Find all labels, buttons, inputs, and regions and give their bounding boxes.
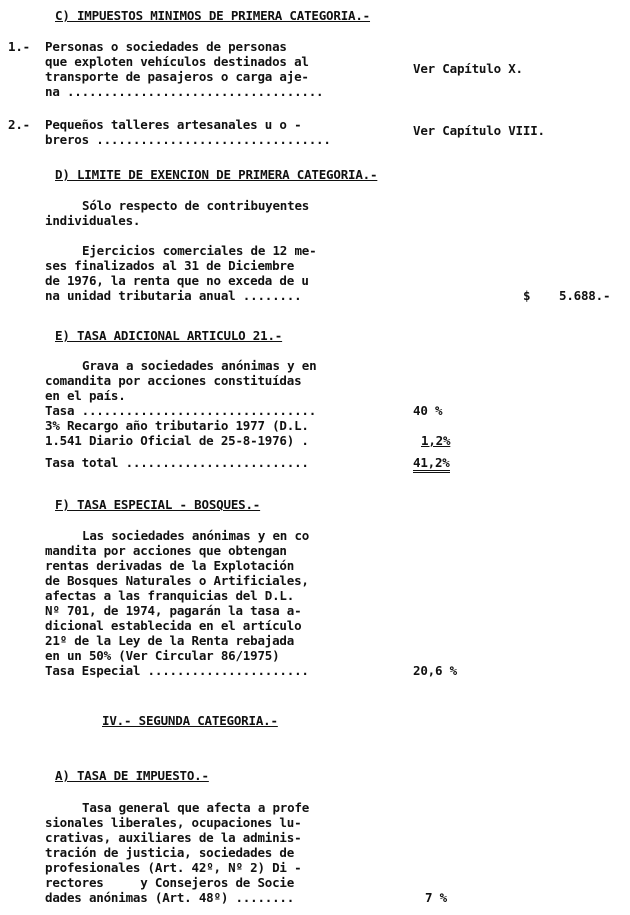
section-iv-heading: IV.- SEGUNDA CATEGORIA.- bbox=[102, 713, 278, 728]
d-paragraph-line: Sólo respecto de contribuyentes bbox=[82, 198, 310, 213]
a-paragraph-line: rectores y Consejeros de Socie bbox=[45, 875, 295, 890]
e-row-value: 40 % bbox=[413, 403, 443, 418]
d-paragraph-line: de 1976, la renta que no exceda de u bbox=[45, 273, 309, 288]
a-paragraph-line: Tasa general que afecta a profe bbox=[82, 800, 310, 815]
f-paragraph-line: mandita por acciones que obtengan bbox=[45, 543, 287, 558]
f-paragraph-line: Nº 701, de 1974, pagarán la tasa a- bbox=[45, 603, 302, 618]
f-paragraph-line: Tasa Especial ...................... bbox=[45, 663, 309, 678]
item-1-line: que exploten vehículos destinados al bbox=[45, 54, 309, 69]
item-1-reference: Ver Capítulo X. bbox=[413, 61, 523, 76]
f-paragraph-line: 21º de la Ley de la Renta rebajada bbox=[45, 633, 295, 648]
a-general-rate: 7 % bbox=[425, 890, 447, 905]
f-special-rate: 20,6 % bbox=[413, 663, 457, 678]
item-1-line: Personas o sociedades de personas bbox=[45, 39, 287, 54]
item-1-number: 1.- bbox=[8, 39, 30, 54]
a-paragraph-line: profesionales (Art. 42º, Nº 2) Di - bbox=[45, 860, 302, 875]
e-row-value: 41,2% bbox=[413, 455, 450, 473]
d-paragraph-line: Ejercicios comerciales de 12 me- bbox=[82, 243, 317, 258]
a-paragraph-line: crativas, auxiliares de la adminis- bbox=[45, 830, 302, 845]
e-paragraph-line: comandita por acciones constituídas bbox=[45, 373, 302, 388]
item-1-line: transporte de pasajeros o carga aje- bbox=[45, 69, 309, 84]
section-d-heading: D) LIMITE DE EXENCION DE PRIMERA CATEGORIA.- bbox=[55, 167, 378, 182]
a-paragraph-line: tración de justicia, sociedades de bbox=[45, 845, 295, 860]
e-paragraph-line: en el país. bbox=[45, 388, 126, 403]
section-e-heading: E) TASA ADICIONAL ARTICULO 21.- bbox=[55, 328, 283, 343]
exemption-amount: 5.688.- bbox=[559, 288, 611, 303]
d-paragraph-line: ses finalizados al 31 de Diciembre bbox=[45, 258, 295, 273]
a-paragraph-line: dades anónimas (Art. 48º) ........ bbox=[45, 890, 295, 905]
item-1-line: na ................................... bbox=[45, 84, 324, 99]
currency-symbol: $ bbox=[523, 288, 531, 303]
a-paragraph-line: sionales liberales, ocupaciones lu- bbox=[45, 815, 302, 830]
f-paragraph-line: en un 50% (Ver Circular 86/1975) bbox=[45, 648, 280, 663]
e-row-label: 1.541 Diario Oficial de 25-8-1976) . bbox=[45, 433, 309, 448]
item-2-number: 2.- bbox=[8, 117, 30, 132]
f-paragraph-line: Las sociedades anónimas y en co bbox=[82, 528, 310, 543]
item-2-reference: Ver Capítulo VIII. bbox=[413, 123, 545, 138]
f-paragraph-line: rentas derivadas de la Explotación bbox=[45, 558, 295, 573]
section-c-heading: C) IMPUESTOS MINIMOS DE PRIMERA CATEGORIA.- bbox=[55, 8, 371, 23]
item-2-line: Pequeños talleres artesanales u o - bbox=[45, 117, 302, 132]
e-paragraph-line: Grava a sociedades anónimas y en bbox=[82, 358, 317, 373]
d-paragraph-line: na unidad tributaria anual ........ bbox=[45, 288, 302, 303]
e-row-label: Tasa total ......................... bbox=[45, 455, 309, 470]
item-2-line: breros ................................ bbox=[45, 132, 331, 147]
f-paragraph-line: de Bosques Naturales o Artificiales, bbox=[45, 573, 309, 588]
e-row-label: Tasa ................................ bbox=[45, 403, 317, 418]
section-a-heading: A) TASA DE IMPUESTO.- bbox=[55, 768, 209, 783]
e-row-label: 3% Recargo año tributario 1977 (D.L. bbox=[45, 418, 309, 433]
section-f-heading: F) TASA ESPECIAL - BOSQUES.- bbox=[55, 497, 261, 512]
e-row-value: 1,2% bbox=[421, 433, 451, 448]
f-paragraph-line: dicional establecida en el artículo bbox=[45, 618, 302, 633]
f-paragraph-line: afectas a las franquicias del D.L. bbox=[45, 588, 295, 603]
d-paragraph-line: individuales. bbox=[45, 213, 141, 228]
